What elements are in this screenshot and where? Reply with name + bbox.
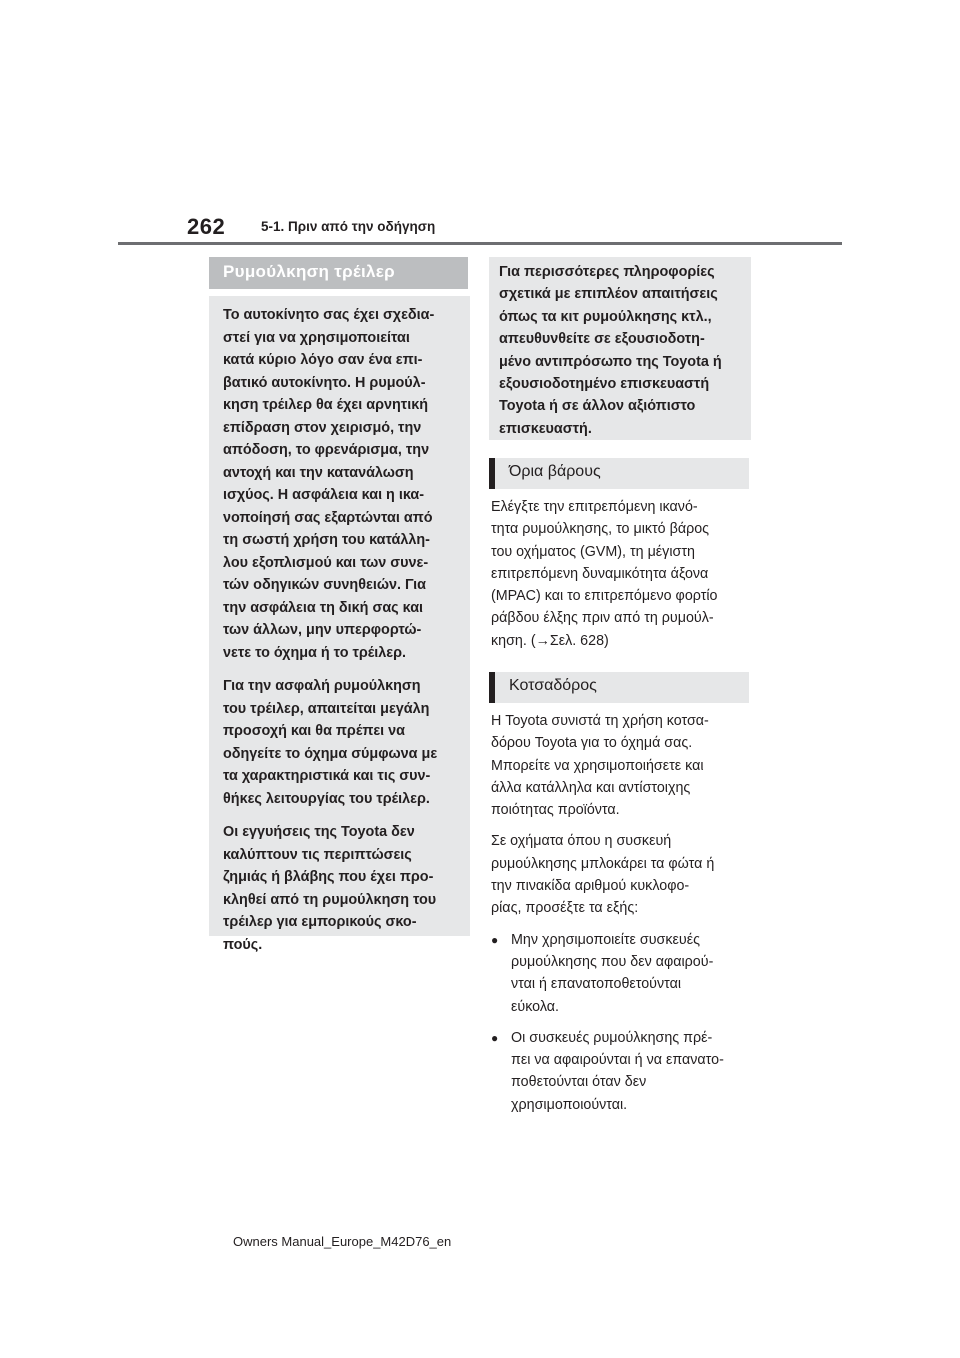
tow-hitch-heading: Κοτσαδόρος [489,672,749,703]
weight-limits-text [491,496,753,661]
header-divider [118,242,842,245]
tow-hitch-paragraph: Σε οχήματα όπου η συσκευή ρυμούλκησης μπλοκάρει τα φώτα ή την πινακίδα αριθμού κυκλοφο- ρίας, προσέξτε τα εξής: [491,833,715,917]
bullet-icon: ● [491,1030,499,1045]
bullet-icon: ● [491,932,499,947]
caution-box [209,296,470,953]
caution-paragraph: Οι εγγυήσεις της Toyota δεν καλύπτουν τις περιπτώσεις ζημιάς ή βλάβης που έχει προ- κληθεί από τη ρυμούλκηση του τρέιλερ για εμπορικούς σκο- πούς. [223,824,437,953]
bullet-item [491,1027,753,1116]
trailer-towing-heading: Ρυμούλκηση τρέιλερ [209,257,468,289]
bullet-text: Μην χρησιμοποιείτε συσκευές ρυμούλκησης που δεν αφαιρού- νται ή επανατοποθετούνται εύκολα. [511,931,714,1015]
weight-limits-heading: Όρια βάρους [489,458,749,489]
info-box [489,257,751,440]
bullet-item [491,929,753,1018]
footer-text: Owners Manual_Europe_M42D76_en [233,1234,452,1249]
caution-paragraph: Το αυτοκίνητο σας έχει σχεδια- στεί για να χρησιμοποιείται κατά κύριο λόγο σαν ένα επι- βατικό αυτοκίνητο. Η ρυμούλ- κηση τρέιλερ θα έχει αρνητική επίδραση στον χειρισμό, την απόδοση, το φρενάρισμα, την αντοχή και την κατανάλωση ισχύος. Η ασφάλεια και η ικα- νοποίησή σας εξαρτώνται από τη σωστή χρήση του κατάλλη- λου εξοπλισμού και των συνε- τών οδηγικών συνηθειών. Για την ασφάλεια τη δική σας και των άλλων, μην υπερφορτώ- νετε το όχημα ή το τρέιλερ. [223,307,435,661]
weight-limits-paragraph: Ελέγξτε την επιτρεπόμενη ικανό- τητα ρυμούλκησης, το μικτό βάρος του οχήματος (GVM), τη μέγιστη επιτρεπόμενη δυναμικότητα άξονα (MPAC) και το επιτρεπόμενο φορτίο ράβδου έλξης πριν από τη ρυμούλ- κηση. (→Σελ. 628) [491,499,718,649]
bullet-text: Οι συσκευές ρυμούλκησης πρέ- πει να αφαιρούνται ή να επανατο- ποθετούνται όταν δεν χρησιμοποιούνται. [511,1029,724,1113]
caution-paragraph: Για την ασφαλή ρυμούλκηση του τρέιλερ, απαιτείται μεγάλη προσοχή και θα πρέπει να οδηγείτε το όχημα σύμφωνα με τα χαρακτηριστικά και τις συν- θήκες λειτουργίας του τρέιλερ. [223,678,438,807]
page-number: 262 [187,214,226,239]
tow-hitch-text [491,710,753,1125]
tow-hitch-paragraph: Η Toyota συνιστά τη χρήση κοτσα- δόρου Toyota για το όχημά σας. Μπορείτε να χρησιμοποιήσετε και άλλα κατάλληλα και αντίστοιχης ποιότητας προϊόντα. [491,713,709,819]
section-title: 5-1. Πριν από την οδήγηση [261,219,436,234]
info-paragraph: Για περισσότερες πληροφορίες σχετικά με επιπλέον απαιτήσεις όπως τα κιτ ρυμούλκησης κτλ., απευθυνθείτε σε εξουσιοδοτη- μένο αντιπρόσωπο της Toyota ή εξουσιοδοτημένο επισκευαστή Toyota ή σε άλλον αξιόπιστο επισκευαστή. [499,264,722,437]
